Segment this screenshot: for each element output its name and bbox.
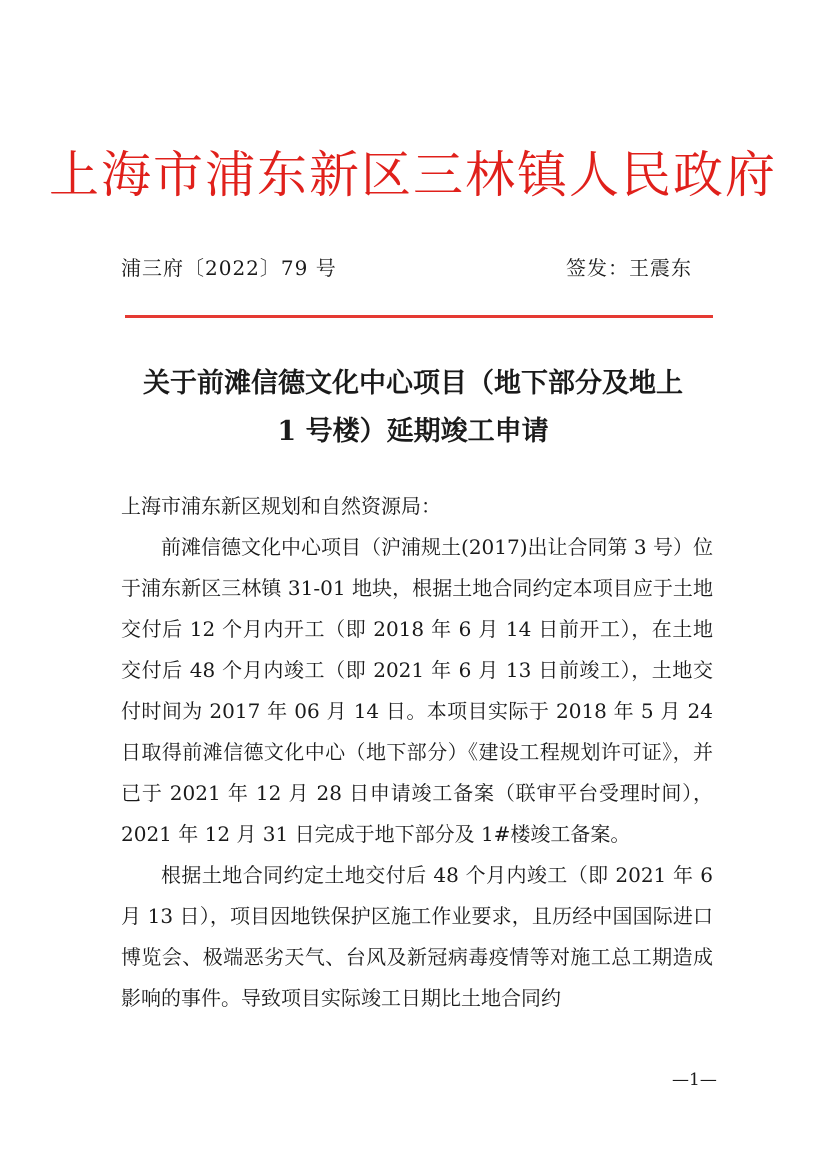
issuing-authority-title: 上海市浦东新区三林镇人民政府 <box>49 146 777 204</box>
subject-line-2: 1 号楼）延期竣工申请 <box>277 416 549 447</box>
recipient-line: 上海市浦东新区规划和自然资源局： <box>121 494 441 518</box>
body-paragraph-2: 根据土地合同约定土地交付后 48 个月内竣工（即 2021 年 6 月 13 日），项目因地铁保护区施工作业要求，且历经中国国际进口博览会、极端恶劣天气、台风及新冠病毒疫情等对施工总工期造成影响的事件。导致项目实际竣工日期比土地合同约 <box>121 863 713 1010</box>
document-number: 浦三府〔2022〕79 号 <box>121 256 337 280</box>
red-separator-line <box>125 315 713 318</box>
subject-line-1: 关于前滩信德文化中心项目（地下部分及地上 <box>143 368 683 399</box>
signer-line: 签发：王震东 <box>566 256 692 280</box>
body-paragraph-1: 前滩信德文化中心项目（沪浦规土(2017)出让合同第 3 号）位于浦东新区三林镇 31-01 地块，根据土地合同约定本项目应于土地交付后 12 个月内开工（即 2018 年 6 月 14 日前开工），在土地交付后 48 个月内竣工（即 2021 年 6 月 13 日前竣工），土地交付时间为 2017 年 06 月 14 日。本项目实际于 2018 年 5 月 24 日取得前滩信德文化中心（地下部分）《建设工程规划许可证》，并已于 2021 年 12 月 28 日申请竣工备案（联审平台受理时间），2021 年 12 月 31 日完成于地下部分及 1#楼竣工备案。 <box>121 535 713 846</box>
body-paragraph-2-block <box>121 855 713 1019</box>
page-number: —1— <box>672 1070 717 1090</box>
body-paragraph-1-block <box>121 527 713 855</box>
document-subject <box>110 360 716 456</box>
